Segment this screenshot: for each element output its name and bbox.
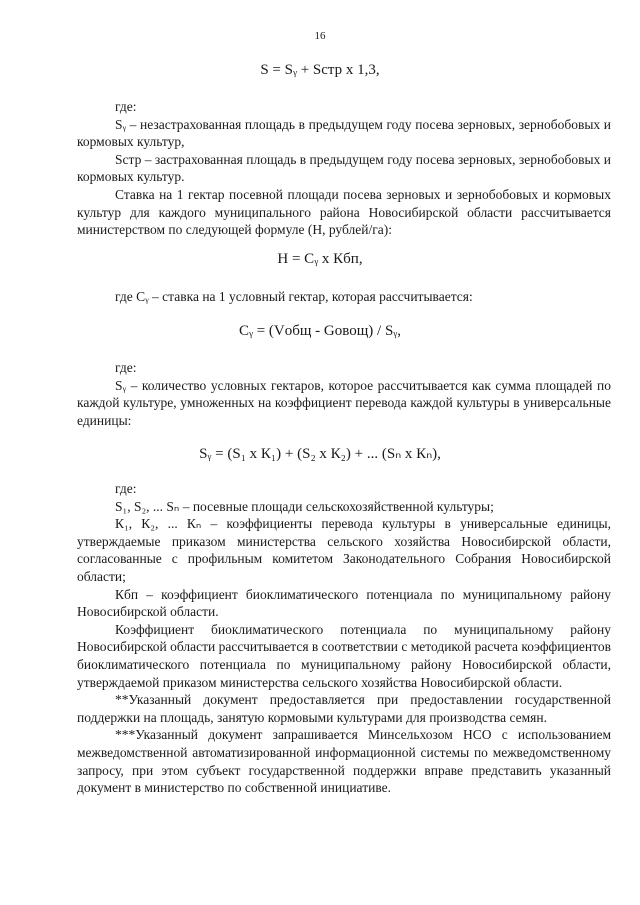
paragraph: где: bbox=[115, 481, 137, 496]
paragraph: Ставка на 1 гектар посевной площади посева зерновых и зернобобовых и кормовых культур для каждого муниципального района Новосибирской области рассчитывается министерством по следующей формуле (Н, рублей/га): bbox=[77, 186, 611, 238]
block-definitions-2 bbox=[77, 288, 611, 306]
paragraph: К₁, К₂, ... Кₙ – коэффициенты перевода культуры в универсальные единицы, утверждаемые приказом министерства сельского хозяйства Новосибирской области, согласованные с профильным комитетом Законодательного Собрания Новосибирской области; bbox=[77, 516, 611, 584]
formula-conditional-rate: Сᵧ = (Vобщ - Gовощ) / Sᵧ, bbox=[238, 323, 402, 339]
paragraph: где: bbox=[115, 99, 137, 114]
paragraph: Sᵧ – количество условных гектаров, которое рассчитывается как сумма площадей по каждой культуре, умноженных на коэффициент перевода каждой культуры в универсальные единицы: bbox=[77, 377, 611, 428]
paragraph: Sᵧ – незастрахованная площадь в предыдущем году посева зерновых, зернобобовых и кормовых культур, bbox=[77, 116, 611, 150]
footnote-paragraph: **Указанный документ предоставляется при предоставлении государственной поддержки на площадь, занятую кормовыми культурами для производства семян. bbox=[77, 692, 611, 725]
paragraph: Коэффициент биоклиматического потенциала по муниципальному району Новосибирской области рассчитывается в соответствии с методикой расчета коэффициентов биоклиматического потенциала по муниципальному району Новосибирской области, утверждаемой приказом министерства сельского хозяйства Новосибирской области. bbox=[77, 621, 611, 690]
formula-conditional-hectares: Sᵧ = (S₁ x К₁) + (S₂ x К₂) + ... (Sₙ x Кₙ), bbox=[199, 446, 441, 462]
formula-rate: Н = Сᵧ x Кбп, bbox=[277, 251, 363, 267]
block-definitions-4 bbox=[77, 480, 611, 797]
footnote-paragraph: ***Указанный документ запрашивается Минсельхозом НСО с использованием межведомственной автоматизированной информационной системы по межведомственному запросу, при этом субъект государственной поддержки вправе представить указанный документ в министерство по собственной инициативе. bbox=[77, 727, 611, 796]
paragraph: где: bbox=[115, 360, 137, 375]
paragraph: где Сᵧ – ставка на 1 условный гектар, которая рассчитывается: bbox=[115, 289, 473, 304]
paragraph: Sстр – застрахованная площадь в предыдущем году посева зерновых, зернобобовых и кормовых культур. bbox=[77, 151, 611, 185]
paragraph: Кбп – коэффициент биоклиматического потенциала по муниципальному району Новосибирской области. bbox=[77, 586, 611, 620]
formula-total-area: S = Sᵧ + Sстр x 1,3, bbox=[260, 62, 380, 78]
block-definitions-1 bbox=[77, 98, 611, 239]
block-definitions-3 bbox=[77, 359, 611, 429]
paragraph: S₁, S₂, ... Sₙ – посевные площади сельскохозяйственной культуры; bbox=[115, 498, 494, 514]
page-number: 16 bbox=[314, 30, 326, 42]
